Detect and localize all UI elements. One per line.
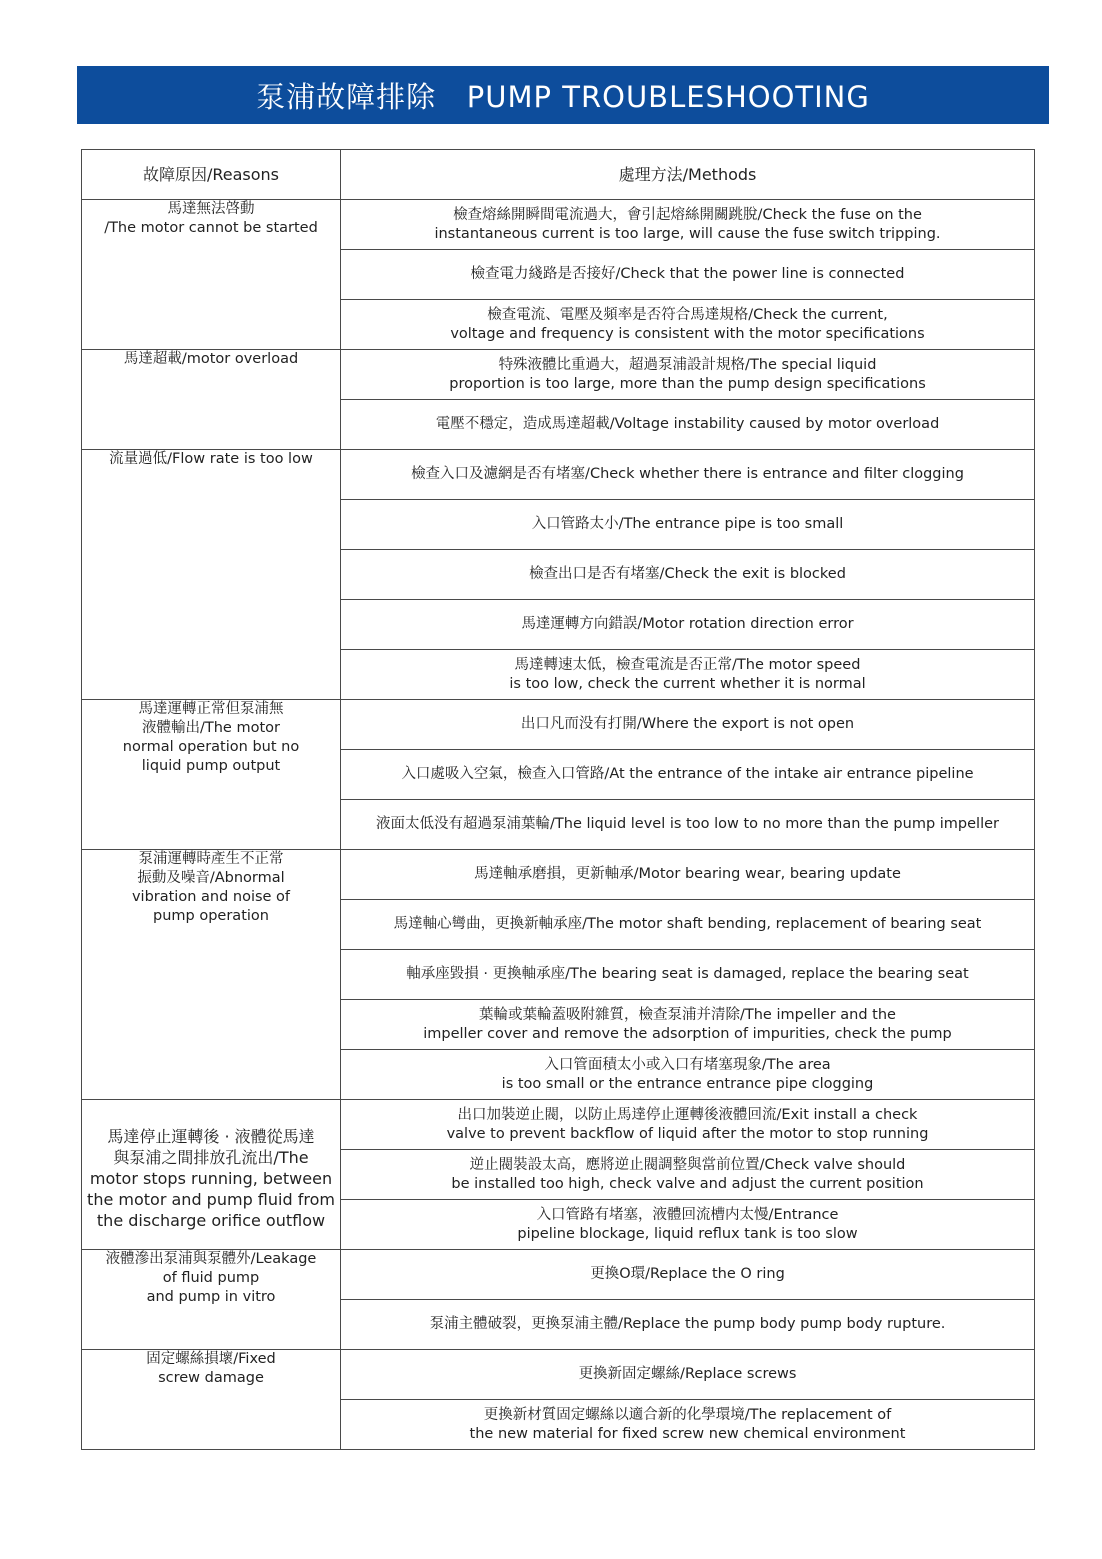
method-cell: 入口處吸入空氣，檢查入口管路/At the entrance of the intake air entrance pipeline: [341, 750, 1035, 800]
method-cell: 馬達軸心彎曲，更換新軸承座/The motor shaft bending, replacement of bearing seat: [341, 900, 1035, 950]
method-cell: 馬達轉速太低，檢查電流是否正常/The motor speed is too low, check the current whether it is normal: [341, 650, 1035, 700]
method-cell: 泵浦主體破裂，更換泵浦主體/Replace the pump body pump body rupture.: [341, 1300, 1035, 1350]
table-body: [82, 200, 1035, 1450]
table-row: [82, 450, 1035, 500]
method-cell: 馬達運轉方向錯誤/Motor rotation direction error: [341, 600, 1035, 650]
method-cell: 更換新固定螺絲/Replace screws: [341, 1350, 1035, 1400]
method-cell: 液面太低没有超過泵浦葉輪/The liquid level is too low to no more than the pump impeller: [341, 800, 1035, 850]
reason-cell: 馬達超載/motor overload: [82, 350, 341, 450]
method-cell: 入口管面積太小或入口有堵塞現象/The area is too small or the entrance entrance pipe clogging: [341, 1050, 1035, 1100]
method-cell: 檢查出口是否有堵塞/Check the exit is blocked: [341, 550, 1035, 600]
table-row: [82, 1100, 1035, 1150]
troubleshooting-table: [81, 149, 1035, 1450]
method-cell: 更換新材質固定螺絲以適合新的化學環境/The replacement of the new material for fixed screw new chemical environment: [341, 1400, 1035, 1450]
method-cell: 檢查電流、電壓及頻率是否符合馬達規格/Check the current, voltage and frequency is consistent with the motor specifications: [341, 300, 1035, 350]
method-cell: 軸承座毀損 · 更換軸承座/The bearing seat is damaged, replace the bearing seat: [341, 950, 1035, 1000]
method-cell: 更換O環/Replace the O ring: [341, 1250, 1035, 1300]
table-row: [82, 1250, 1035, 1300]
table-row: [82, 350, 1035, 400]
title-banner: [77, 66, 1049, 124]
methods-column-header: 處理方法/Methods: [341, 150, 1035, 200]
method-cell: 葉輪或葉輪蓋吸附雜質，檢查泵浦并清除/The impeller and the impeller cover and remove the adsorption of impurities, check the pump: [341, 1000, 1035, 1050]
reason-cell: 液體滲出泵浦與泵體外/Leakage of fluid pump and pump in vitro: [82, 1250, 341, 1350]
method-cell: 出口加裝逆止閥，以防止馬達停止運轉後液體回流/Exit install a check valve to prevent backflow of liquid after the motor to stop running: [341, 1100, 1035, 1150]
table-row: [82, 1350, 1035, 1400]
reason-cell: 流量過低/Flow rate is too low: [82, 450, 341, 700]
reason-cell: 泵浦運轉時產生不正常 振動及噪音/Abnormal vibration and noise of pump operation: [82, 850, 341, 1100]
method-cell: 入口管路有堵塞，液體回流槽内太慢/Entrance pipeline blockage, liquid reflux tank is too slow: [341, 1200, 1035, 1250]
method-cell: 出口凡而没有打開/Where the export is not open: [341, 700, 1035, 750]
method-cell: 檢查電力綫路是否接好/Check that the power line is connected: [341, 250, 1035, 300]
reasons-column-header: 故障原因/Reasons: [82, 150, 341, 200]
reason-cell: 馬達運轉正常但泵浦無 液體輸出/The motor normal operation but no liquid pump output: [82, 700, 341, 850]
method-cell: 檢查熔絲開瞬間電流過大，會引起熔絲開關跳脫/Check the fuse on the instantaneous current is too large, will cause the fuse switch tripping.: [341, 200, 1035, 250]
method-cell: 電壓不穩定，造成馬達超載/Voltage instability caused by motor overload: [341, 400, 1035, 450]
method-cell: 入口管路太小/The entrance pipe is too small: [341, 500, 1035, 550]
method-cell: 特殊液體比重過大，超過泵浦設計規格/The special liquid proportion is too large, more than the pump design specifications: [341, 350, 1035, 400]
reason-cell: 固定螺絲損壞/Fixed screw damage: [82, 1350, 341, 1450]
method-cell: 檢查入口及濾網是否有堵塞/Check whether there is entrance and filter clogging: [341, 450, 1035, 500]
page-title: 泵浦故障排除 PUMP TROUBLESHOOTING: [256, 79, 870, 114]
table-header-row: [82, 150, 1035, 200]
reason-cell: 馬達無法啓動 /The motor cannot be started: [82, 200, 341, 350]
method-cell: 馬達軸承磨損，更新軸承/Motor bearing wear, bearing update: [341, 850, 1035, 900]
table-row: [82, 200, 1035, 250]
method-cell: 逆止閥裝設太高，應將逆止閥調整與當前位置/Check valve should be installed too high, check valve and adjust the current position: [341, 1150, 1035, 1200]
table-row: [82, 700, 1035, 750]
reason-cell: 馬達停止運轉後 · 液體從馬達 與泵浦之間排放孔流出/The motor stops running, between the motor and pump fluid from the discharge orifice outflow: [82, 1100, 341, 1250]
table-row: [82, 850, 1035, 900]
